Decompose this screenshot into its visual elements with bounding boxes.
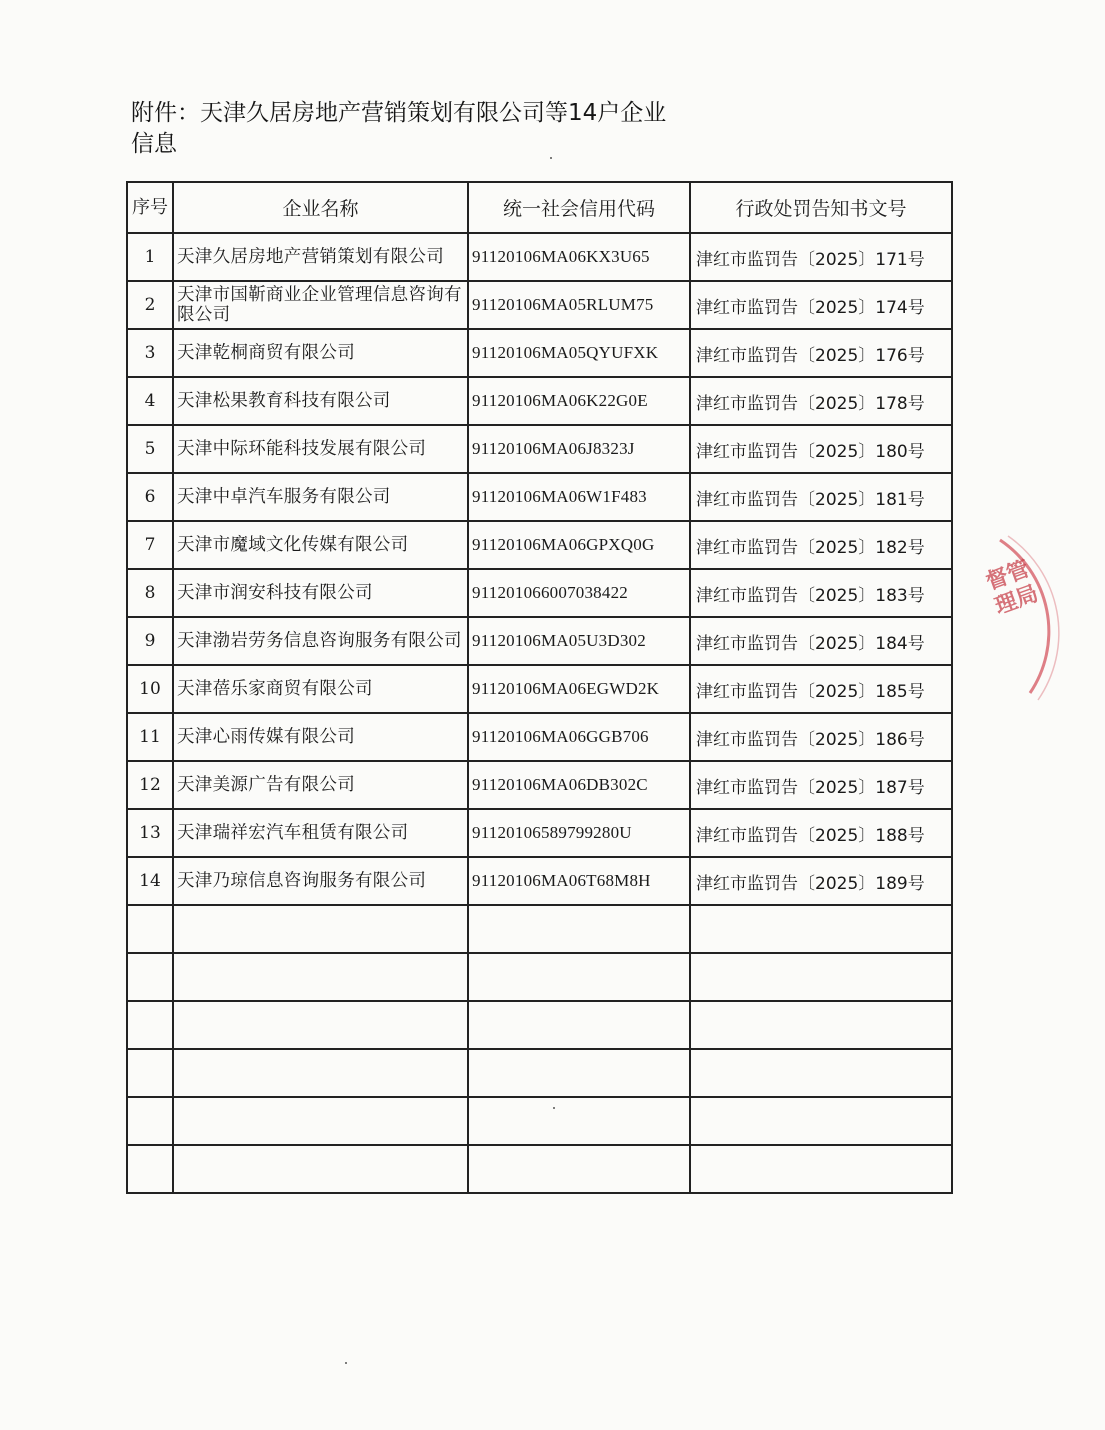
row-enterprise-name	[173, 905, 468, 953]
row-serial-number: 1	[127, 233, 173, 281]
row-penalty-notice-number	[690, 953, 952, 1001]
row-credit-code	[468, 1097, 690, 1145]
table-row	[127, 809, 952, 857]
row-credit-code	[468, 1001, 690, 1049]
row-enterprise-name: 天津蓓乐家商贸有限公司	[173, 665, 468, 713]
row-penalty-notice-number: 津红市监罚告〔2025〕187号	[690, 761, 952, 809]
row-penalty-notice-number: 津红市监罚告〔2025〕184号	[690, 617, 952, 665]
row-serial-number: 14	[127, 857, 173, 905]
row-enterprise-name	[173, 1001, 468, 1049]
row-serial-number: 9	[127, 617, 173, 665]
table-body	[127, 233, 952, 1193]
table-header-row	[127, 182, 952, 233]
enterprise-table	[126, 181, 953, 1194]
row-enterprise-name	[173, 953, 468, 1001]
row-penalty-notice-number: 津红市监罚告〔2025〕178号	[690, 377, 952, 425]
row-penalty-notice-number	[690, 905, 952, 953]
row-enterprise-name: 天津久居房地产营销策划有限公司	[173, 233, 468, 281]
row-enterprise-name: 天津心雨传媒有限公司	[173, 713, 468, 761]
table-row	[127, 1001, 952, 1049]
row-penalty-notice-number: 津红市监罚告〔2025〕171号	[690, 233, 952, 281]
row-penalty-notice-number	[690, 1049, 952, 1097]
row-credit-code: 91120106MA05RLUM75	[468, 281, 690, 329]
row-penalty-notice-number	[690, 1145, 952, 1193]
table-row	[127, 1145, 952, 1193]
table-row	[127, 425, 952, 473]
row-serial-number	[127, 1001, 173, 1049]
row-credit-code	[468, 1049, 690, 1097]
header-enterprise-name: 企业名称	[173, 182, 468, 233]
title-line-2: 信息	[131, 131, 177, 157]
row-credit-code: 91120106MA06K22G0E	[468, 377, 690, 425]
row-serial-number: 7	[127, 521, 173, 569]
row-credit-code	[468, 1145, 690, 1193]
scan-speck	[345, 1362, 347, 1364]
row-serial-number: 6	[127, 473, 173, 521]
table-row	[127, 281, 952, 329]
header-serial-number: 序号	[127, 182, 173, 233]
table-row	[127, 233, 952, 281]
table-row	[127, 857, 952, 905]
table-row	[127, 665, 952, 713]
row-credit-code: 91120106MA06EGWD2K	[468, 665, 690, 713]
row-penalty-notice-number	[690, 1097, 952, 1145]
row-credit-code: 91120106MA05U3D302	[468, 617, 690, 665]
row-serial-number: 2	[127, 281, 173, 329]
row-enterprise-name: 天津瑞祥宏汽车租赁有限公司	[173, 809, 468, 857]
row-enterprise-name	[173, 1145, 468, 1193]
table-row	[127, 569, 952, 617]
table-row	[127, 377, 952, 425]
row-penalty-notice-number: 津红市监罚告〔2025〕182号	[690, 521, 952, 569]
row-serial-number: 13	[127, 809, 173, 857]
row-enterprise-name: 天津渤岩劳务信息咨询服务有限公司	[173, 617, 468, 665]
row-credit-code	[468, 905, 690, 953]
row-enterprise-name: 天津市魔域文化传媒有限公司	[173, 521, 468, 569]
row-penalty-notice-number: 津红市监罚告〔2025〕185号	[690, 665, 952, 713]
row-serial-number	[127, 1097, 173, 1145]
row-credit-code: 91120106MA05QYUFXK	[468, 329, 690, 377]
table-row	[127, 473, 952, 521]
table-row	[127, 905, 952, 953]
row-serial-number	[127, 953, 173, 1001]
seal-text: 督管理局	[982, 556, 1042, 620]
row-credit-code: 91120106MA06GPXQ0G	[468, 521, 690, 569]
table-row	[127, 1049, 952, 1097]
row-credit-code	[468, 953, 690, 1001]
row-credit-code: 91120106589799280U	[468, 809, 690, 857]
row-enterprise-name: 天津乃琼信息咨询服务有限公司	[173, 857, 468, 905]
header-credit-code: 统一社会信用代码	[468, 182, 690, 233]
row-serial-number: 3	[127, 329, 173, 377]
table-row	[127, 761, 952, 809]
row-serial-number: 10	[127, 665, 173, 713]
table-row	[127, 617, 952, 665]
row-enterprise-name	[173, 1049, 468, 1097]
row-penalty-notice-number: 津红市监罚告〔2025〕181号	[690, 473, 952, 521]
row-serial-number: 12	[127, 761, 173, 809]
row-enterprise-name: 天津乾桐商贸有限公司	[173, 329, 468, 377]
table-row	[127, 329, 952, 377]
row-serial-number: 8	[127, 569, 173, 617]
row-penalty-notice-number: 津红市监罚告〔2025〕188号	[690, 809, 952, 857]
row-credit-code: 91120106MA06T68M8H	[468, 857, 690, 905]
row-enterprise-name: 天津中际环能科技发展有限公司	[173, 425, 468, 473]
table-row	[127, 521, 952, 569]
row-serial-number: 11	[127, 713, 173, 761]
row-serial-number	[127, 905, 173, 953]
row-penalty-notice-number: 津红市监罚告〔2025〕183号	[690, 569, 952, 617]
row-credit-code: 91120106MA06J8323J	[468, 425, 690, 473]
table-row	[127, 713, 952, 761]
row-enterprise-name: 天津市润安科技有限公司	[173, 569, 468, 617]
row-penalty-notice-number	[690, 1001, 952, 1049]
row-credit-code: 91120106MA06DB302C	[468, 761, 690, 809]
table-row	[127, 1097, 952, 1145]
row-serial-number: 4	[127, 377, 173, 425]
row-credit-code: 91120106MA06KX3U65	[468, 233, 690, 281]
row-serial-number	[127, 1049, 173, 1097]
row-serial-number: 5	[127, 425, 173, 473]
row-enterprise-name	[173, 1097, 468, 1145]
row-penalty-notice-number: 津红市监罚告〔2025〕186号	[690, 713, 952, 761]
row-credit-code: 91120106MA06W1F483	[468, 473, 690, 521]
page-title	[131, 98, 711, 160]
title-line-1: 附件：天津久居房地产营销策划有限公司等14户企业	[131, 100, 667, 126]
row-penalty-notice-number: 津红市监罚告〔2025〕174号	[690, 281, 952, 329]
row-enterprise-name: 天津松果教育科技有限公司	[173, 377, 468, 425]
row-serial-number	[127, 1145, 173, 1193]
row-credit-code: 91120106MA06GGB706	[468, 713, 690, 761]
row-penalty-notice-number: 津红市监罚告〔2025〕180号	[690, 425, 952, 473]
row-credit-code: 911201066007038422	[468, 569, 690, 617]
row-enterprise-name: 天津美源广告有限公司	[173, 761, 468, 809]
row-enterprise-name: 天津市国靳商业企业管理信息咨询有限公司	[173, 281, 468, 329]
scan-speck	[553, 1107, 555, 1109]
row-enterprise-name: 天津中卓汽车服务有限公司	[173, 473, 468, 521]
table-row	[127, 953, 952, 1001]
row-penalty-notice-number: 津红市监罚告〔2025〕189号	[690, 857, 952, 905]
row-penalty-notice-number: 津红市监罚告〔2025〕176号	[690, 329, 952, 377]
scan-speck	[550, 157, 552, 159]
header-penalty-notice-number: 行政处罚告知书文号	[690, 182, 952, 233]
